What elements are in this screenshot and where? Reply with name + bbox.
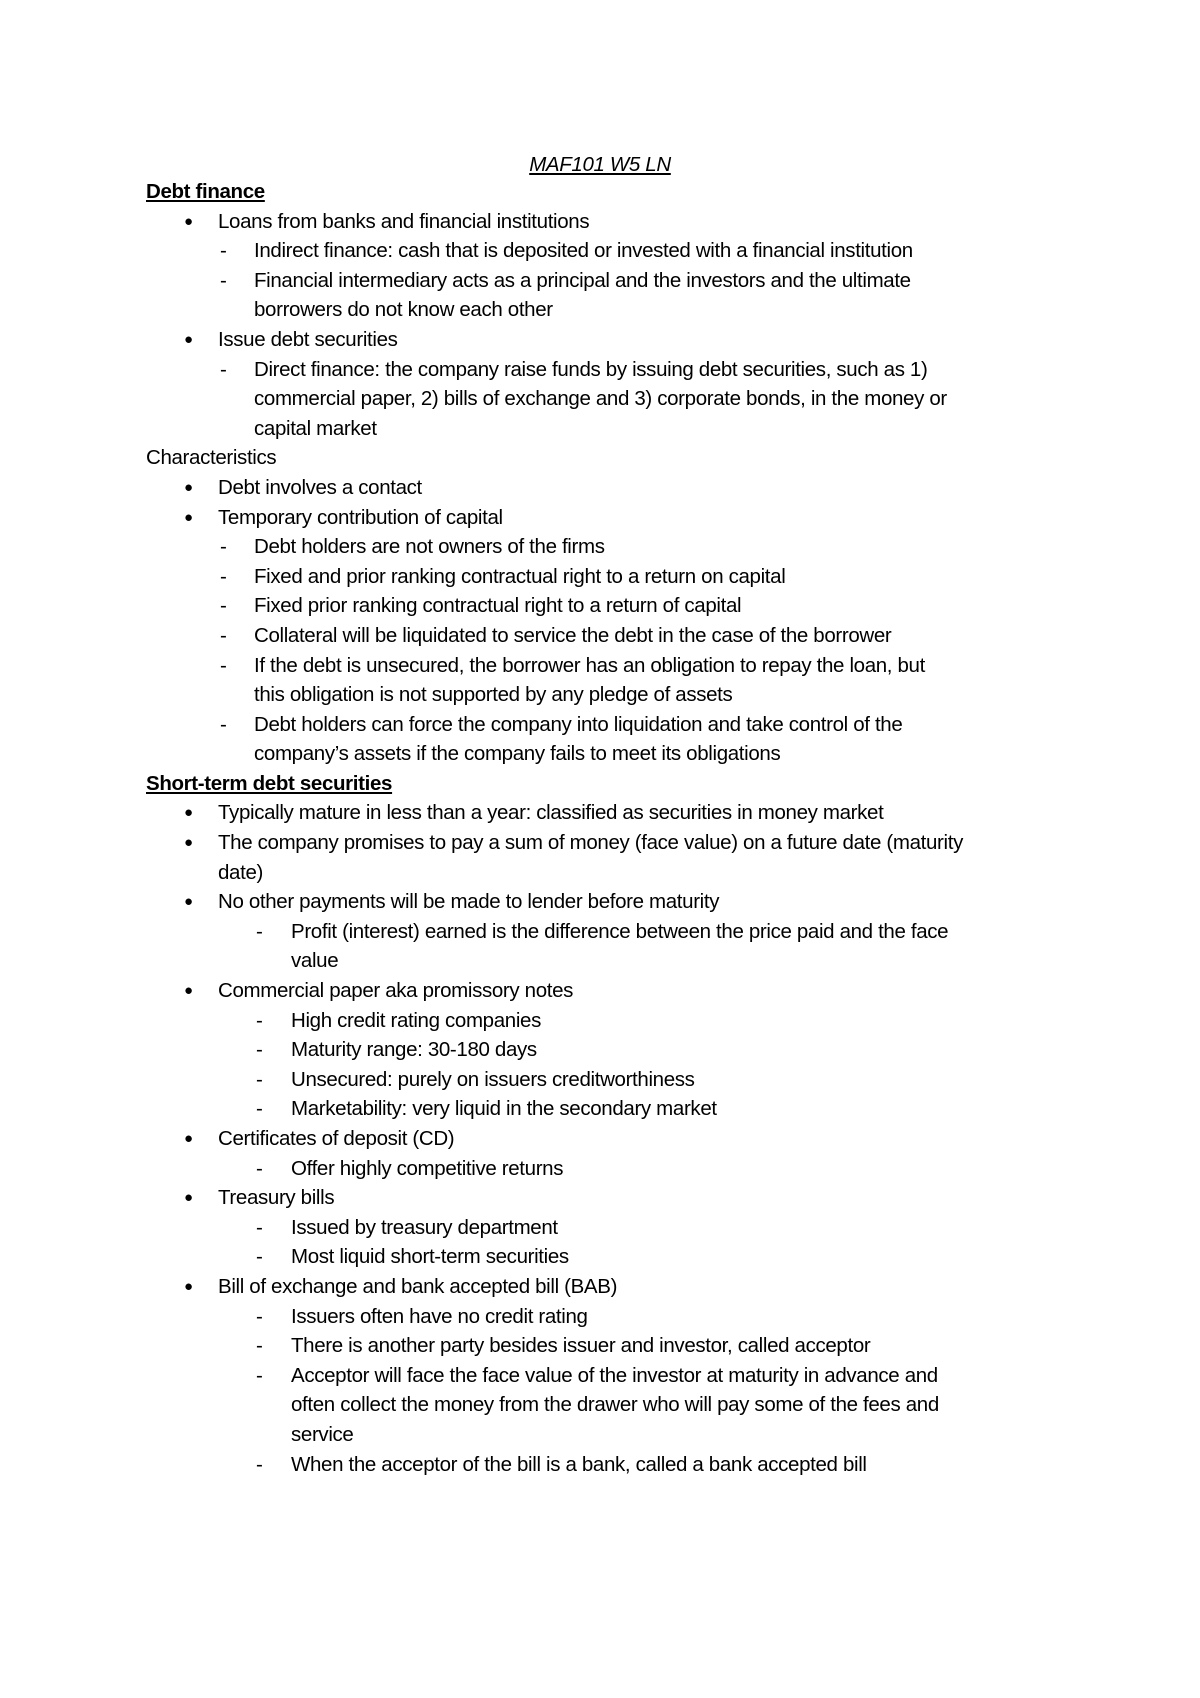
line-text: Temporary contribution of capital [218, 505, 503, 529]
dash-marker: - [256, 1334, 263, 1358]
dash-item-continuation [146, 739, 1066, 769]
dash-item-continuation [146, 680, 1066, 710]
line-text: Issue debt securities [218, 327, 398, 351]
line-text: When the acceptor of the bill is a bank, called a bank accepted bill [291, 1452, 867, 1476]
dash-marker: - [220, 239, 227, 263]
line-text: Debt holders are not owners of the firms [254, 535, 605, 559]
bullet-marker: ● [184, 1277, 193, 1295]
dash-marker: - [256, 1452, 263, 1476]
dash-item [146, 355, 1066, 385]
dash-marker: - [220, 535, 227, 559]
line-text: service [291, 1422, 354, 1446]
dash-item [146, 1094, 1066, 1124]
bullet-item [146, 1124, 1066, 1154]
line-text: Direct finance: the company raise funds by issuing debt securities, such as 1) [254, 357, 928, 381]
dash-item [146, 591, 1066, 621]
bullet-item [146, 1272, 1066, 1302]
bullet-item [146, 207, 1066, 237]
dash-marker: - [220, 594, 227, 618]
dash-item-continuation [146, 414, 1066, 444]
line-text: Unsecured: purely on issuers creditworthiness [291, 1067, 695, 1091]
line-text: Fixed and prior ranking contractual right to a return on capital [254, 564, 786, 588]
line-text: Acceptor will face the face value of the investor at maturity in advance and [291, 1363, 938, 1387]
dash-item [146, 1035, 1066, 1065]
section-heading [146, 769, 1066, 799]
dash-item-continuation [146, 1390, 1066, 1420]
line-text: Certificates of deposit (CD) [218, 1127, 455, 1150]
section-heading [146, 177, 1066, 207]
dash-item [146, 1242, 1066, 1272]
dash-item [146, 710, 1066, 740]
line-text: Issuers often have no credit rating [291, 1304, 588, 1328]
dash-marker: - [256, 919, 263, 943]
dash-item-continuation [146, 384, 1066, 414]
dash-marker: - [220, 712, 227, 736]
dash-item [146, 562, 1066, 592]
bullet-marker: ● [184, 212, 193, 230]
bullet-item [146, 1183, 1066, 1213]
bullet-marker: ● [184, 893, 193, 911]
line-text: High credit rating companies [291, 1008, 541, 1032]
line-text: Loans from banks and financial institutions [218, 209, 590, 233]
line-text: capital market [254, 416, 377, 440]
dash-marker: - [256, 1215, 263, 1239]
line-text: value [291, 949, 339, 973]
dash-item [146, 917, 1066, 947]
line-text: Fixed prior ranking contractual right to a return of capital [254, 594, 742, 618]
dash-item [146, 532, 1066, 562]
dash-marker: - [256, 1156, 263, 1180]
line-text: commercial paper, 2) bills of exchange and 3) corporate bonds, in the money or [254, 387, 947, 411]
dash-marker: - [220, 653, 227, 677]
dash-marker: - [256, 1245, 263, 1269]
line-text: date) [218, 860, 263, 884]
dash-item [146, 1154, 1066, 1184]
line-text: If the debt is unsecured, the borrower has an obligation to repay the loan, but [254, 653, 925, 677]
bullet-marker: ● [184, 804, 193, 822]
line-text: Collateral will be liquidated to service the debt in the case of the borrower [254, 623, 892, 647]
dash-marker: - [256, 1363, 263, 1387]
line-text: Debt holders can force the company into liquidation and take control of the [254, 712, 903, 736]
dash-item [146, 1213, 1066, 1243]
line-text: Short-term debt securities [146, 771, 393, 795]
line-text: Financial intermediary acts as a principal and the investors and the ultimate [254, 268, 911, 292]
dash-marker: - [256, 1038, 263, 1062]
dash-marker: - [220, 623, 227, 647]
line-text: Most liquid short-term securities [291, 1245, 569, 1269]
dash-item [146, 621, 1066, 651]
line-text: Marketability: very liquid in the secondary market [291, 1097, 717, 1121]
notes-body [146, 177, 1066, 1479]
dash-marker: - [220, 268, 227, 292]
line-text: Bill of exchange and bank accepted bill (BAB) [218, 1274, 618, 1298]
bullet-marker: ● [184, 508, 193, 526]
dash-marker: - [256, 1097, 263, 1121]
bullet-marker: ● [184, 330, 193, 348]
line-text: Offer highly competitive returns [291, 1156, 564, 1180]
dash-item [146, 236, 1066, 266]
line-text: company’s assets if the company fails to meet its obligations [254, 742, 781, 766]
line-text: No other payments will be made to lender before maturity [218, 890, 720, 914]
dash-item [146, 266, 1066, 296]
line-text: Maturity range: 30-180 days [291, 1038, 537, 1062]
line-text: Profit (interest) earned is the difference between the price paid and the face [291, 919, 949, 943]
dash-item [146, 1450, 1066, 1480]
bullet-item [146, 473, 1066, 503]
line-text: There is another party besides issuer and investor, called acceptor [291, 1334, 871, 1358]
dash-marker: - [220, 357, 227, 381]
dash-marker: - [220, 564, 227, 588]
dash-item [146, 1065, 1066, 1095]
line-text: Typically mature in less than a year: classified as securities in money market [218, 801, 884, 825]
dash-item-continuation [146, 1420, 1066, 1450]
line-text: The company promises to pay a sum of money (face value) on a future date (maturity [218, 831, 963, 855]
bullet-item [146, 976, 1066, 1006]
bullet-item [146, 503, 1066, 533]
line-text: often collect the money from the drawer who will pay some of the fees and [291, 1393, 939, 1417]
dash-item [146, 651, 1066, 681]
dash-item [146, 1302, 1066, 1332]
line-text: this obligation is not supported by any pledge of assets [254, 683, 733, 707]
line-text: Issued by treasury department [291, 1215, 558, 1239]
bullet-marker: ● [184, 478, 193, 496]
line-text: Debt involves a contact [218, 475, 422, 499]
bullet-item [146, 325, 1066, 355]
line-text: Treasury bills [218, 1186, 335, 1210]
line-text: Commercial paper aka promissory notes [218, 979, 574, 1003]
page-title: MAF101 W5 LN [529, 153, 671, 176]
dash-item-continuation [146, 946, 1066, 976]
dash-marker: - [256, 1304, 263, 1328]
bullet-item-continuation [146, 858, 1066, 888]
dash-item-continuation [146, 295, 1066, 325]
bullet-marker: ● [184, 1130, 193, 1147]
bullet-item [146, 887, 1066, 917]
dash-marker: - [256, 1067, 263, 1091]
dash-item [146, 1361, 1066, 1391]
line-text: borrowers do not know each other [254, 298, 553, 322]
dash-marker: - [256, 1008, 263, 1032]
bullet-item [146, 828, 1066, 858]
dash-item [146, 1331, 1066, 1361]
bullet-item [146, 798, 1066, 828]
bullet-marker: ● [184, 834, 193, 852]
bullet-marker: ● [184, 982, 193, 1000]
dash-item [146, 1006, 1066, 1036]
line-text: Characteristics [146, 446, 277, 470]
line-text: Debt finance [146, 180, 265, 203]
section-heading [146, 443, 1066, 473]
line-text: Indirect finance: cash that is deposited or invested with a financial institution [254, 239, 913, 263]
bullet-marker: ● [184, 1189, 193, 1207]
